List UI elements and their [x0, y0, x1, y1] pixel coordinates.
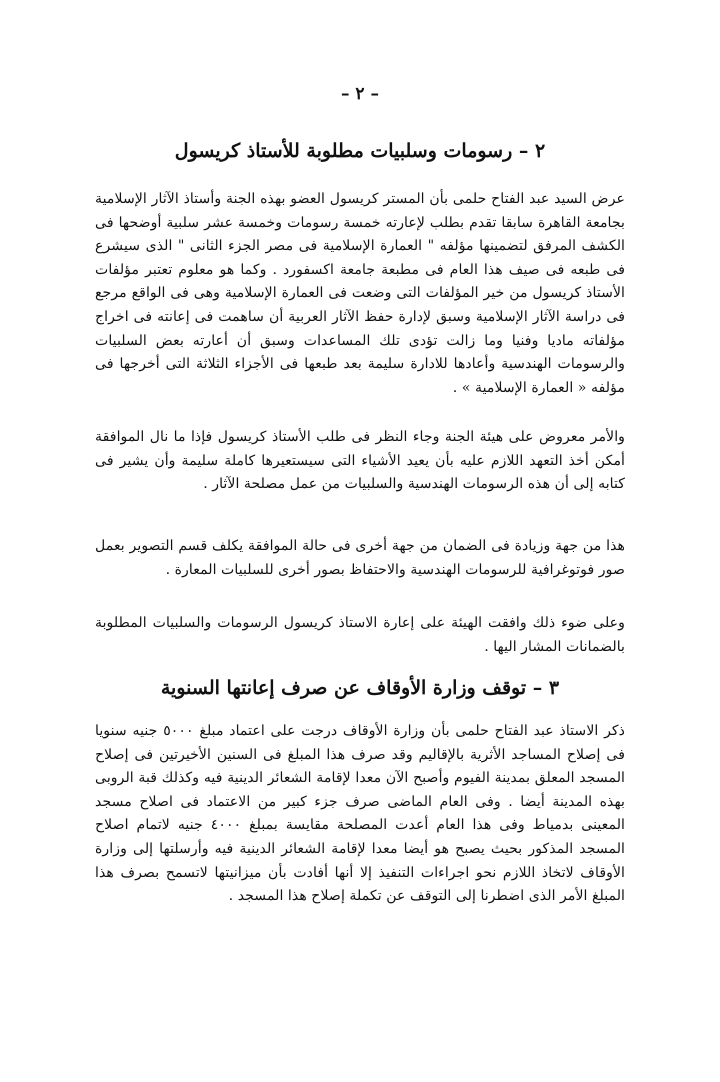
section-2-paragraph-4: وعلى ضوء ذلك وافقت الهيئة على إعارة الاستاذ كريسول الرسومات والسلبيات المطلوبة بالضمانات المشار اليها .: [95, 615, 625, 655]
page-number: – ٢ –: [341, 84, 379, 104]
section-3-heading: ٣ – توقف وزارة الأوقاف عن صرف إعانتها السنوية: [160, 677, 560, 699]
section-2-paragraph-3: هذا من جهة وزيادة فى الضمان من جهة أخرى فى حالة الموافقة يكلف قسم التصوير بعمل صور فوتوغرافية للرسومات الهندسية والاحتفاظ بصور أخرى للسلبيات المعارة .: [95, 538, 625, 578]
section-2-paragraph-1: عرض السيد عبد الفتاح حلمى بأن المستر كريسول العضو بهذه الجنة وأستاذ الآثار الإسلامية بجامعة القاهرة سابقا تقدم بطلب لإعارته خمسة رسومات وخمسة عشر سلبية أوضحها فى الكشف المرفق لتضمينها مؤلفه " العمارة الإسلامية فى مصر الجزء الثانى " الذى سيشرع فى طبعه فى صيف هذا العام فى مطبعة جامعة اكسفورد . وكما هو معلوم تعتبر مؤلفات الأستاذ كريسول من خير المؤلفات التى وضعت فى العمارة الإسلامية وهى فى الواقع مرجع فى دراسة الآثار الإسلامية وسبق لإدارة حفظ الآثار العربية أن ساهمت فى إعانته فى اخراج مؤلفاته ماديا وفنيا وما زالت تؤدى تلك المساعدات وسبق أن أعارته بعض السلبيات والرسومات الهندسية وأعادها للادارة سليمة بعد طبعها فى الأجزاء الثلاثة التى أخرجها فى مؤلفه « العمارة الإسلامية » .: [95, 191, 625, 396]
section-2-paragraph-2: والأمر معروض على هيئة الجنة وجاء النظر فى طلب الأستاذ كريسول فإذا ما نال الموافقة أمكن أخذ التعهد اللازم عليه بأن يعيد الأشياء التى سيستعيرها كاملة سليمة وأن يشير فى كتابه إلى أن هذه الرسومات الهندسية والسلبيات من عمل مصلحة الآثار .: [95, 429, 625, 493]
section-3-paragraph-1: ذكر الاستاذ عبد الفتاح حلمى بأن وزارة الأوقاف درجت على اعتماد مبلغ ٥٠٠٠ جنيه سنويا فى إصلاح المساجد الأثرية بالإقاليم وقد صرف هذا المبلغ فى السنين الأخيرتين فى إصلاح المسجد المعلق بمدينة الفيوم وأصبح الآن معدا لإقامة الشعائر الدينية فيه وكذلك قبة الروبى بهذه المدينة أيضا . وفى العام الماضى صرف جزء كبير من الاعتماد فى اصلاح مسجد المعينى بدمياط وفى هذا العام أعدت المصلحة مقايسة بمبلغ ٤٠٠٠ جنيه لاتمام اصلاح المسجد المذكور بحيث يصبح هو أيضا معدا لإقامة الشعائر الدينية فيه وأرسلتها إلى وزارة الأوقاف لاتخاذ اللازم نحو اجراءات التنفيذ إلا أنها أفادت بأن ميزانيتها لاتسمح بصرف هذا المبلغ الأمر الذى اضطرنا إلى التوقف عن تكملة إصلاح هذا المسجد .: [95, 723, 625, 905]
section-2-heading: ٢ – رسومات وسلبيات مطلوبة للأستاذ كريسول: [174, 140, 546, 162]
